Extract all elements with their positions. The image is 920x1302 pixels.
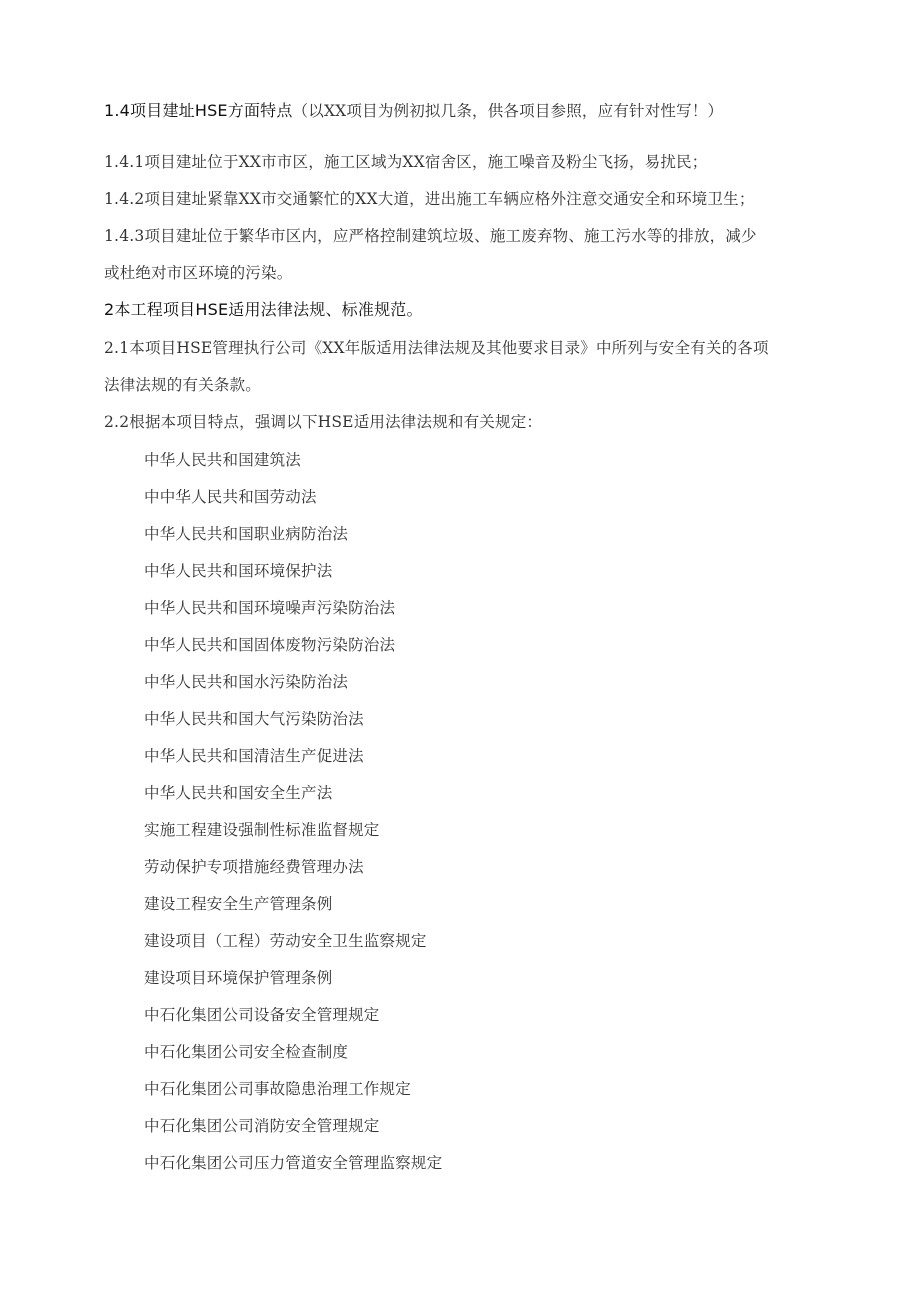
law-list-item: 中华人民共和国环境噪声污染防治法 <box>144 599 396 617</box>
section-1-4-heading <box>104 101 723 121</box>
paragraph-2-1-line-2: 法律法规的有关条款。 <box>104 376 262 394</box>
law-list-item: 中华人民共和国建筑法 <box>144 451 302 469</box>
law-list-item: 中中华人民共和国劳动法 <box>144 488 317 506</box>
law-list-item: 中石化集团公司压力管道安全管理监察规定 <box>144 1154 443 1172</box>
law-list-item: 中石化集团公司消防安全管理规定 <box>144 1117 380 1135</box>
law-list-item: 中石化集团公司安全检查制度 <box>144 1043 349 1061</box>
paragraph-1-4-2: 1.4.2项目建址紧靠XX市交通繁忙的XX大道，进出施工车辆应格外注意交通安全和环境卫生； <box>104 190 755 208</box>
paragraph-1-4-1: 1.4.1项目建址位于XX市市区，施工区域为XX宿舍区，施工噪音及粉尘飞扬，易扰民； <box>104 153 708 171</box>
law-list-item: 建设项目环境保护管理条例 <box>144 969 333 987</box>
law-list-item: 中华人民共和国固体废物污染防治法 <box>144 636 396 654</box>
paragraph-1-4-3-line-1: 1.4.3项目建址位于繁华市区内，应严格控制建筑垃圾、施工废弃物、施工污水等的排放，减少 <box>104 227 757 245</box>
law-list-item: 建设项目（工程）劳动安全卫生监察规定 <box>144 932 427 950</box>
law-list-item: 建设工程安全生产管理条例 <box>144 895 333 913</box>
section-1-4-title: 1.4项目建址HSE方面特点 <box>104 101 293 120</box>
law-list-item: 中石化集团公司设备安全管理规定 <box>144 1006 380 1024</box>
law-list <box>144 450 442 1190</box>
law-list-item: 中华人民共和国水污染防治法 <box>144 673 349 691</box>
paragraph-2-1-line-1: 2.1本项目HSE管理执行公司《XX年版适用法律法规及其他要求目录》中所列与安全有关的各项 <box>104 339 769 357</box>
law-list-item: 劳动保护专项措施经费管理办法 <box>144 858 364 876</box>
law-list-item: 中华人民共和国安全生产法 <box>144 784 333 802</box>
law-list-item: 中石化集团公司事故隐患治理工作规定 <box>144 1080 411 1098</box>
law-list-item: 中华人民共和国大气污染防治法 <box>144 710 364 728</box>
section-1-4-note: （以XX项目为例初拟几条，供各项目参照，应有针对性写！） <box>292 102 724 120</box>
law-list-item: 实施工程建设强制性标准监督规定 <box>144 821 380 839</box>
paragraph-2-2: 2.2根据本项目特点，强调以下HSE适用法律法规和有关规定： <box>104 413 543 431</box>
section-2-heading: 2本工程项目HSE适用法律法规、标准规范。 <box>104 300 423 319</box>
law-list-item: 中华人民共和国清洁生产促进法 <box>144 747 364 765</box>
law-list-item: 中华人民共和国职业病防治法 <box>144 525 349 543</box>
paragraph-1-4-3-line-2: 或杜绝对市区环境的污染。 <box>104 264 293 282</box>
law-list-item: 中华人民共和国环境保护法 <box>144 562 333 580</box>
